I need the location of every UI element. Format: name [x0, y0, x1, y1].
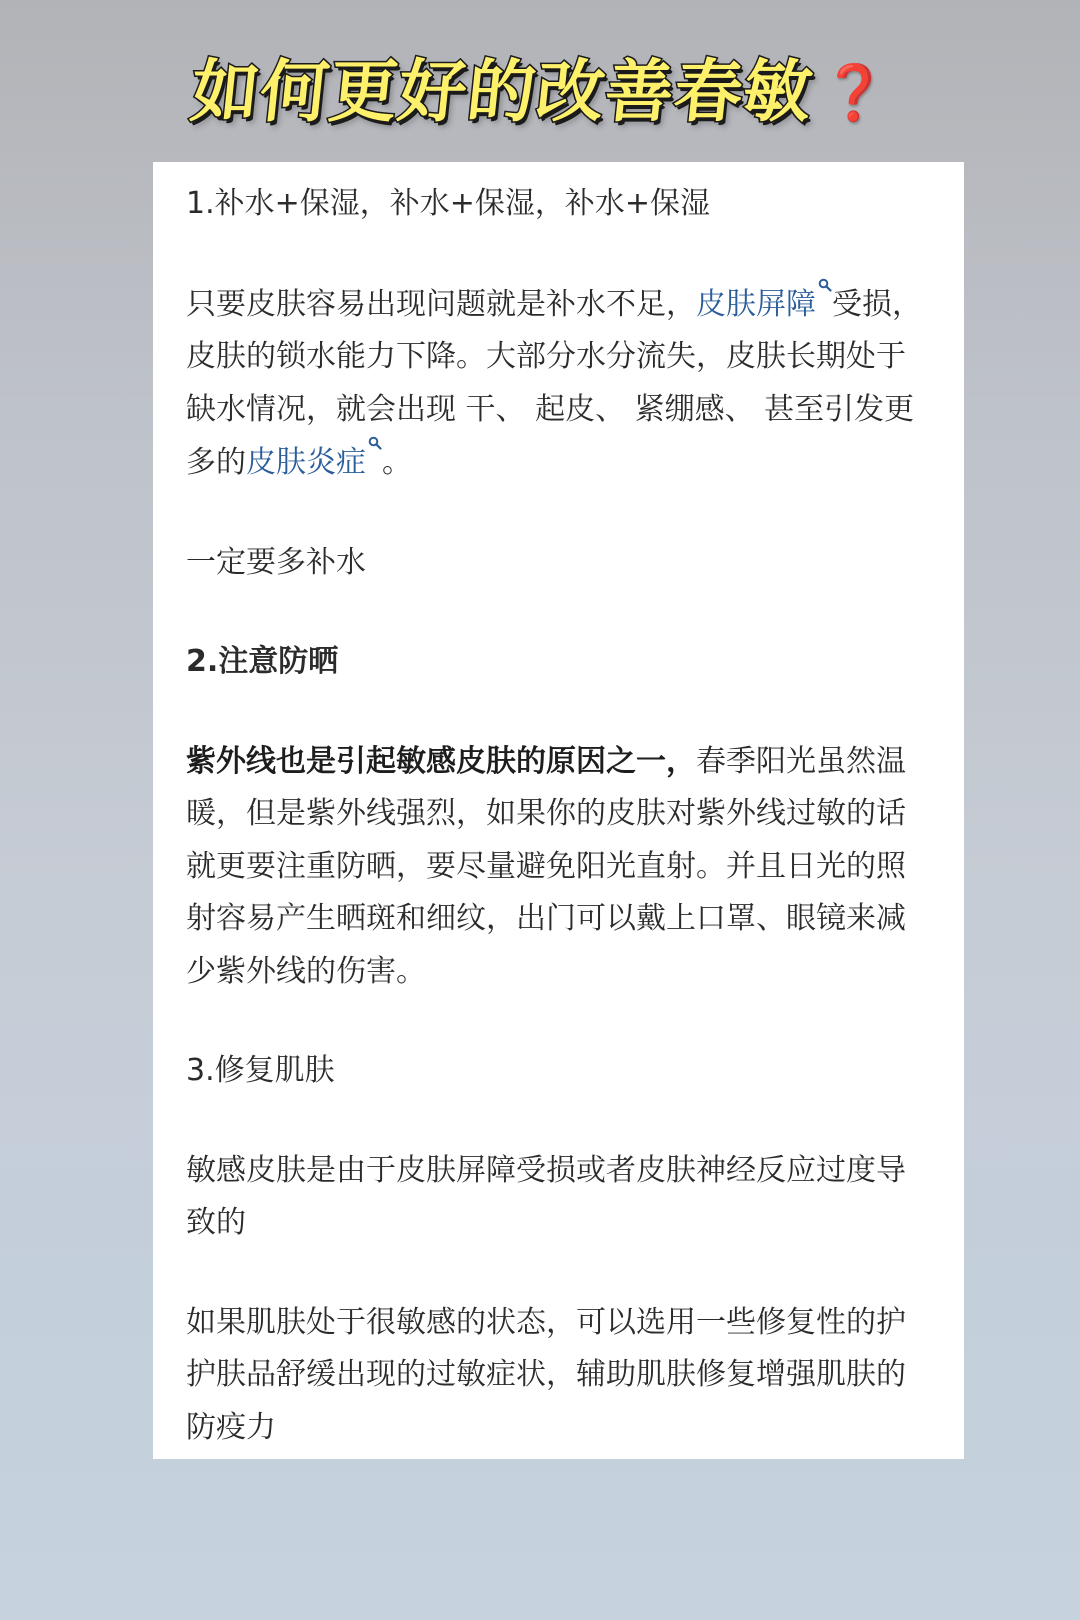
search-icon [368, 436, 382, 450]
title-text: 如何更好的改善春敏 [187, 53, 817, 132]
section-3-heading: 3.修复肌肤 [186, 1053, 335, 1088]
question-mark-icon: ❓ [820, 61, 889, 124]
keyword-link-text: 皮肤屏障 [696, 286, 816, 322]
section-3-paragraph-1: 敏感皮肤是由于皮肤屏障受损或者皮肤神经反应过度导致的 [186, 1152, 906, 1240]
page-title [0, 38, 1080, 135]
section-1-heading: 1.补水+保湿，补水+保湿，补水+保湿 [186, 186, 711, 221]
keyword-link-text: 皮肤炎症 [246, 445, 366, 480]
keyword-link-skin-barrier[interactable] [696, 287, 832, 322]
text-span: 春季阳光虽然温暖，但是紫外线强烈，如果你的皮肤对紫外线过敏的话就更要注重防晒，要尽量避免阳光直射。并且日光的照射容易产生晒斑和细纹，出门可以戴上口罩、眼镜来减少紫外线的伤害。 [186, 743, 906, 989]
text-span: 。 [382, 445, 412, 480]
section-3-paragraph-2: 如果肌肤处于很敏感的状态，可以选用一些修复性的护护肤品舒缓出现的过敏症状，辅助肌肤修复增强肌肤的防疫力 [186, 1304, 906, 1445]
article-card [153, 162, 964, 1459]
section-2-heading: 2.注意防晒 [186, 644, 339, 679]
section-1-paragraph [186, 278, 931, 490]
search-icon [818, 278, 832, 292]
keyword-link-skin-inflammation[interactable] [246, 445, 382, 480]
bold-lead-sentence: 紫外线也是引起敏感皮肤的原因之一， [186, 743, 696, 779]
section-2-paragraph [186, 736, 931, 999]
section-1-tip: 一定要多补水 [186, 544, 366, 580]
text-span: 只要皮肤容易出现问题就是补水不足， [186, 286, 696, 322]
text-span: 受损，皮肤的锁水能力下降。大部分水分流失，皮肤长期处于缺水情况，就会出现 干、 起皮、 紧绷感、 甚至引发更多的 [186, 286, 922, 480]
